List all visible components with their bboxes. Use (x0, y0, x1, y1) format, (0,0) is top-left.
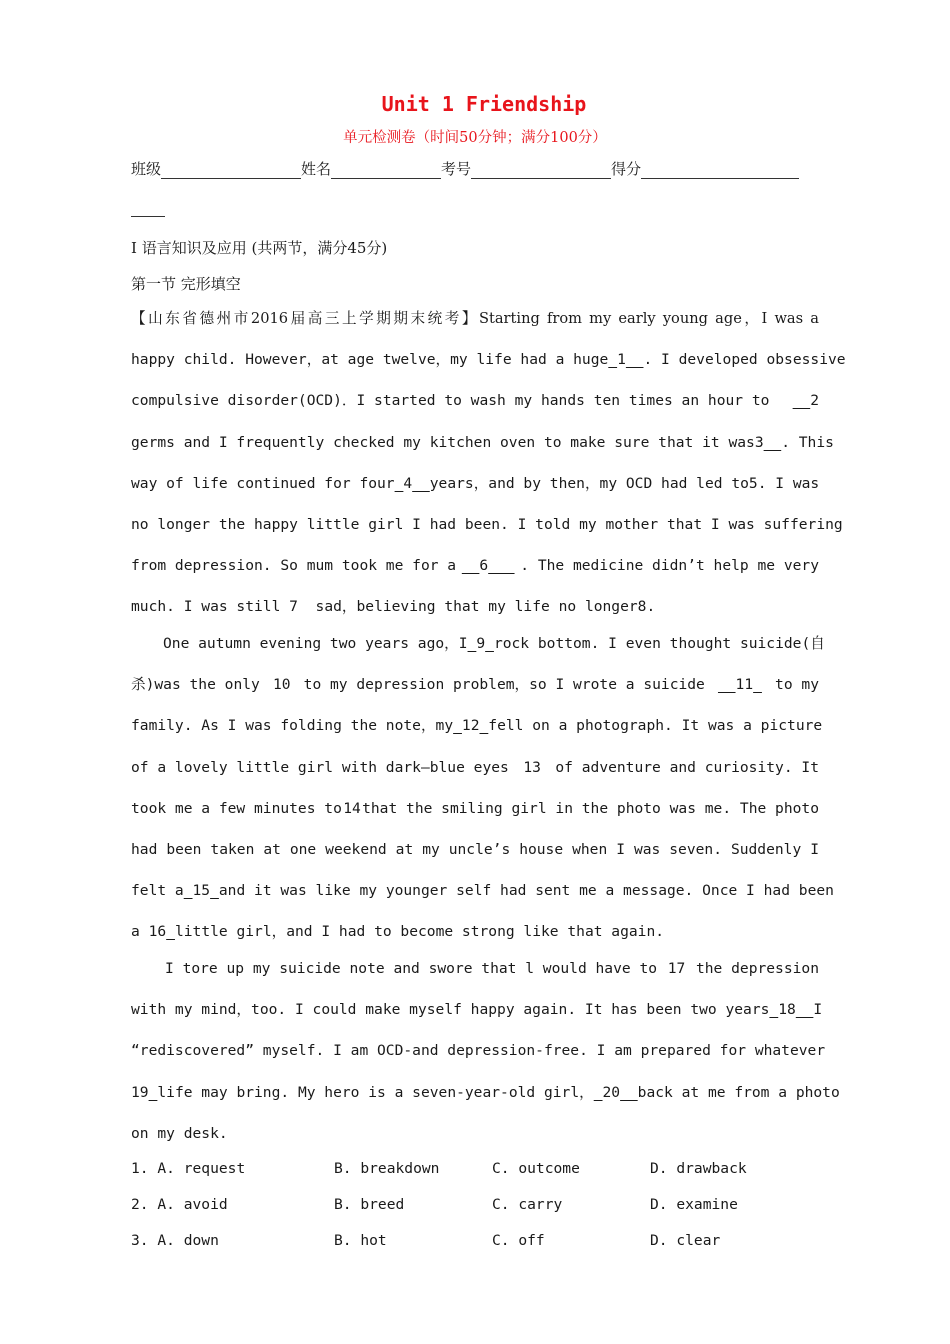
exam-number-label: 考号 (441, 160, 472, 178)
text: of adventure and curiosity. It (555, 758, 819, 776)
student-info-line (131, 158, 821, 179)
blank-7[interactable]: 7 (289, 598, 298, 616)
page-subtitle: 单元检测卷（时间50分钟；满分100分） (343, 130, 607, 146)
text: sad，believing that my life no longer (315, 598, 638, 616)
option-b[interactable]: B. hot (334, 1232, 387, 1249)
class-label: 班级 (131, 160, 162, 178)
option-d[interactable]: D. drawback (650, 1160, 747, 1177)
text: had been taken at one weekend at my uncle’s house when I was seven. Suddenly I (131, 840, 819, 858)
blank-1[interactable]: 1 (617, 351, 626, 369)
text: happy child. However，at age twelve，my life had a huge (131, 351, 609, 369)
passage-line (131, 922, 819, 963)
passage-line (131, 716, 823, 757)
cloze-passage-p1 (131, 309, 846, 639)
blank-17[interactable]: 17 (667, 960, 686, 977)
text: . The medicine didn’t help me very (520, 557, 819, 575)
option-c[interactable]: C. outcome (492, 1160, 580, 1177)
text: that the smiling girl in the photo was me. The photo (362, 799, 819, 817)
blank-6[interactable]: 6 (479, 557, 489, 575)
blank-14[interactable]: 14 (343, 799, 361, 817)
passage-line (131, 515, 843, 556)
passage-line (131, 881, 834, 922)
passage-line (131, 840, 819, 881)
exam-number-blank[interactable] (471, 160, 611, 179)
passage-line (131, 391, 819, 432)
passage-line (131, 433, 834, 474)
text: much. I was still (131, 598, 281, 616)
text: . This (781, 433, 834, 451)
blank-10[interactable]: 10 (272, 676, 291, 694)
passage-line (131, 634, 825, 675)
text: way of life continued for four (131, 474, 395, 492)
text: compulsive disorder(OCD)．I started to wash my hands ten times an hour to (131, 392, 770, 410)
blank-13[interactable]: 13 (523, 758, 541, 776)
text: I tore up my suicide note and swore that l would have to (165, 960, 658, 977)
text: . (646, 598, 656, 616)
cloze-passage-p3 (131, 959, 840, 1165)
text: no longer the happy little girl I had been. I told my mother that I was suffering (131, 515, 843, 533)
option-c[interactable]: C. carry (492, 1196, 563, 1213)
text: of a lovely little girl with dark—blue eyes (131, 758, 509, 776)
blank-12[interactable]: 12 (461, 717, 480, 735)
question-row-3: 3. A. down B. hot C. off D. clear (131, 1232, 770, 1268)
blank-19[interactable]: 19 (131, 1083, 149, 1101)
text: little girl，and I had to become strong like that again. (174, 923, 665, 941)
passage-line (131, 309, 819, 350)
passage-line (131, 474, 819, 515)
option-a[interactable]: A. request (157, 1160, 246, 1177)
blank-2[interactable]: 2 (810, 392, 819, 410)
text: “rediscovered” myself. I am OCD-and depression-free. I am prepared for whatever (131, 1042, 826, 1060)
blank-15[interactable]: 15 (192, 882, 211, 900)
text: took me a few minutes to (131, 799, 342, 817)
passage-line (131, 799, 819, 840)
score-blank[interactable] (641, 160, 799, 179)
option-d[interactable]: D. examine (650, 1196, 738, 1213)
class-blank[interactable] (161, 160, 301, 179)
option-a[interactable]: A. avoid (157, 1196, 228, 1213)
option-c[interactable]: C. off (492, 1232, 545, 1249)
name-blank[interactable] (331, 160, 441, 179)
cloze-passage-p2 (131, 634, 834, 964)
text: family. As I was folding the note，my (131, 717, 454, 735)
option-b[interactable]: B. breed (334, 1196, 405, 1213)
section-heading: I 语言知识及应用 (共两节，满分45分) (131, 239, 388, 257)
passage-line (131, 350, 846, 391)
passage-line (131, 758, 819, 799)
blank-9[interactable]: 9 (476, 635, 486, 652)
blank-8[interactable]: 8 (637, 598, 647, 616)
blank-20[interactable]: 20 (602, 1083, 621, 1101)
option-b[interactable]: B. breakdown (334, 1160, 440, 1177)
text: from depression. So mum took me for a (131, 557, 457, 575)
blank-16[interactable]: 16 (148, 923, 167, 941)
passage-line (131, 556, 819, 597)
score-label: 得分 (611, 160, 642, 178)
question-options (131, 1160, 770, 1268)
passage-line (131, 597, 819, 638)
text: and it was like my younger self had sent me a message. Once I had been (218, 882, 834, 900)
question-row-1: 1. A. request B. breakdown C. outcome D. drawback (131, 1160, 770, 1196)
blank-4[interactable]: 4 (403, 474, 413, 492)
passage-line (131, 1083, 840, 1124)
text: to my depression problem，so I wrote a suicide (303, 676, 705, 694)
text: 【山东省德州市2016届高三上学期期末统考】Starting from my early young age，I was a (131, 310, 819, 327)
option-a[interactable]: A. down (157, 1232, 219, 1249)
text: back at me from a photo (637, 1083, 840, 1101)
passage-line (131, 1000, 823, 1041)
blank-5[interactable]: 5 (748, 474, 758, 492)
blank-3[interactable]: 3 (754, 433, 764, 451)
blank-11[interactable]: 11 (735, 676, 754, 694)
text: to my (775, 676, 819, 694)
passage-line (131, 1124, 819, 1165)
text: on my desk. (131, 1124, 228, 1142)
text: . I developed obsessive (643, 351, 846, 369)
text: One autumn evening two years ago，I (163, 635, 468, 652)
text: rock bottom. I even thought suicide(自 (493, 635, 825, 652)
question-row-2: 2. A. avoid B. breed C. carry D. examine (131, 1196, 770, 1232)
text: 杀)was the only (131, 676, 260, 694)
passage-line (131, 675, 819, 716)
text: I (813, 1001, 823, 1019)
passage-line (131, 959, 819, 1000)
text: years，and by then，my OCD had led to (429, 474, 749, 492)
text: the depression (695, 960, 819, 977)
subsection-heading: 第一节 完形填空 (131, 275, 241, 293)
text: germs and I frequently checked my kitchen oven to make sure that it was (131, 433, 755, 451)
text: a (131, 923, 140, 941)
text: life may bring. My hero is a seven-year-old girl， (157, 1083, 594, 1101)
text: fell on a photograph. It was a picture (488, 717, 823, 735)
blank-18[interactable]: 18 (778, 1001, 796, 1019)
score-blank-continuation (131, 202, 165, 217)
option-d[interactable]: D. clear (650, 1232, 721, 1249)
text: . I was (757, 474, 820, 492)
text: felt a (131, 882, 184, 900)
passage-line (131, 1041, 826, 1082)
name-label: 姓名 (301, 160, 332, 178)
page-title: Unit 1 Friendship (381, 92, 587, 116)
text: with my mind，too. I could make myself happy again. It has been two years (131, 1001, 770, 1019)
